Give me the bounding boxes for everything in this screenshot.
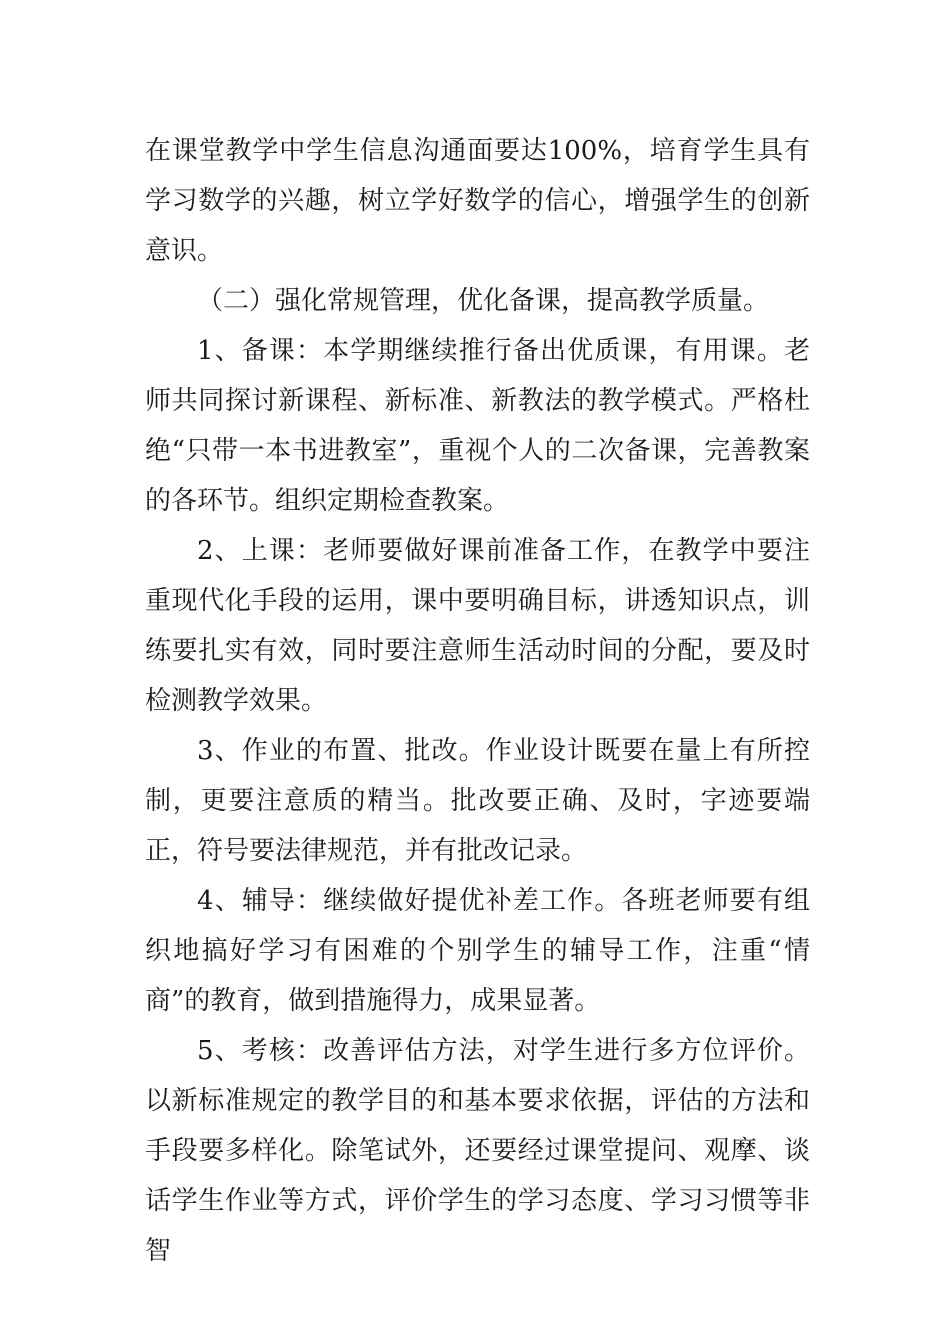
paragraph-teaching: 2、上课：老师要做好课前准备工作，在教学中要注重现代化手段的运用，课中要明确目标，讲透知识点，训练要扎实有效，同时要注意师生活动时间的分配，要及时检测教学效果。 [145,536,810,716]
paragraph-assessment: 5、考核：改善评估方法，对学生进行多方位评价。以新标准规定的教学目的和基本要求依据，评估的方法和手段要多样化。除笔试外，还要经过课堂提问、观摩、谈话学生作业等方式，评价学生的学习态度、学习习惯等非智 [145,1036,810,1266]
paragraph-tutoring: 4、辅导：继续做好提优补差工作。各班老师要有组织地搞好学习有困难的个别学生的辅导工作，注重“情商”的教育，做到措施得力，成果显著。 [145,886,810,1016]
section-heading: （二）强化常规管理，优化备课，提高教学质量。 [197,286,770,316]
paragraph-homework: 3、作业的布置、批改。作业设计既要在量上有所控制，更要注意质的精当。批改要正确、及时，字迹要端正，符号要法律规范，并有批改记录。 [145,736,810,866]
document-body [145,126,810,1276]
paragraph-lesson-prep: 1、备课：本学期继续推行备出优质课，有用课。老师共同探讨新课程、新标准、新教法的教学模式。严格杜绝“只带一本书进教室”，重视个人的二次备课，完善教案的各环节。组织定期检查教案。 [145,336,810,516]
paragraph-continuation: 在课堂教学中学生信息沟通面要达100%，培育学生具有学习数学的兴趣，树立学好数学的信心，增强学生的创新意识。 [145,136,810,266]
